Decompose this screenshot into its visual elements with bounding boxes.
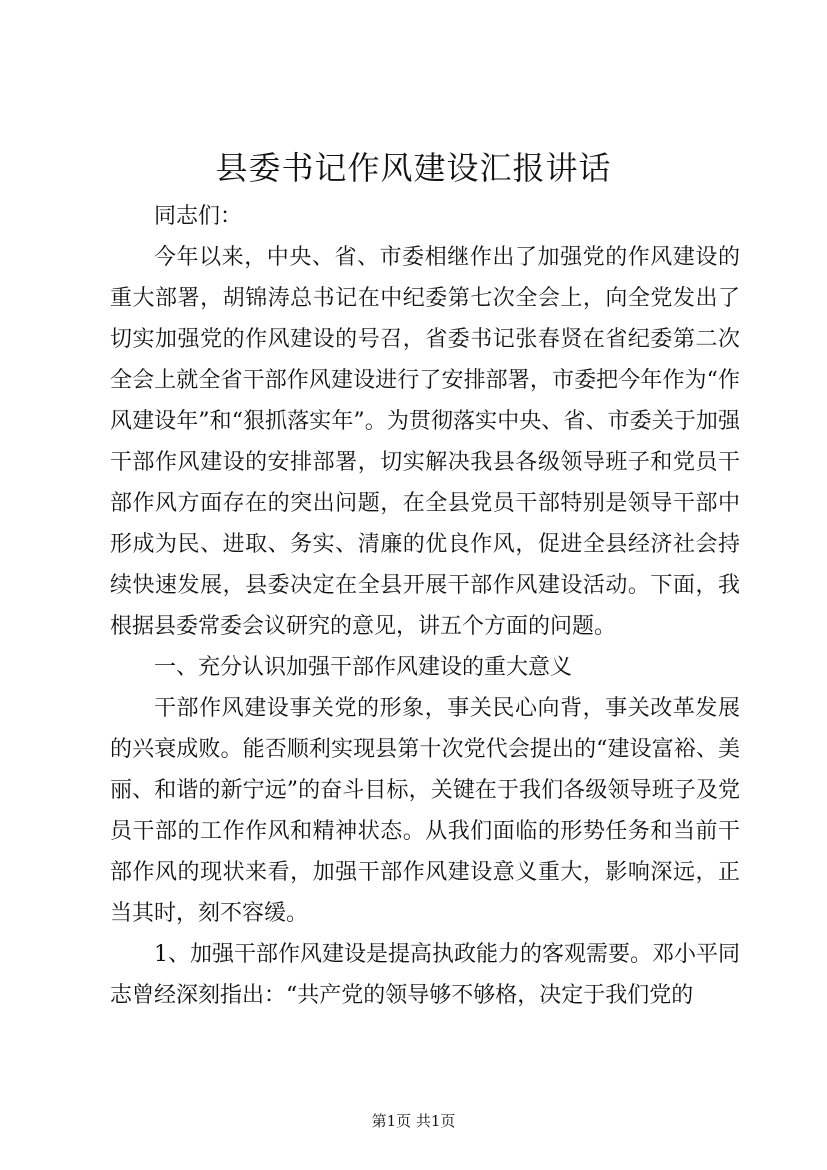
document-body bbox=[110, 196, 740, 1016]
paragraph-significance: 干部作风建设事关党的形象，事关民心向背，事关改革发展的兴衰成败。能否顺利实现县第十次党代会提出的“建设富裕、美丽、和谐的新宁远”的奋斗目标，关键在于我们各级领导班子及党员干部的工作作风和精神状态。从我们面临的形势任务和当前干部作风的现状来看，加强干部作风建设意义重大，影响深远，正当其时，刻不容缓。 bbox=[110, 696, 740, 926]
section-heading-1: 一、充分认识加强干部作风建设的重大意义 bbox=[154, 655, 573, 680]
document-title: 县委书记作风建设汇报讲话 bbox=[215, 149, 612, 187]
salutation: 同志们： bbox=[154, 204, 243, 229]
paragraph-intro: 今年以来，中央、省、市委相继作出了加强党的作风建设的重大部署，胡锦涛总书记在中纪委第七次全会上，向全党发出了切实加强党的作风建设的号召，省委书记张春贤在省纪委第二次全会上就全省干部作风建设进行了安排部署，市委把今年作为“作风建设年”和“狠抓落实年”。为贯彻落实中央、省、市委关于加强干部作风建设的安排部署，切实解决我县各级领导班子和党员干部作风方面存在的突出问题，在全县党员干部特别是领导干部中形成为民、进取、务实、清廉的优良作风，促进全县经济社会持续快速发展，县委决定在全县开展干部作风建设活动。下面，我根据县委常委会议研究的意见，讲五个方面的问题。 bbox=[110, 245, 740, 639]
page-footer: 第1页 共1页 bbox=[371, 1112, 456, 1130]
paragraph-point-1: 1、加强干部作风建设是提高执政能力的客观需要。邓小平同志曾经深刻指出：“共产党的领导够不够格，决定于我们党的 bbox=[110, 942, 740, 1008]
